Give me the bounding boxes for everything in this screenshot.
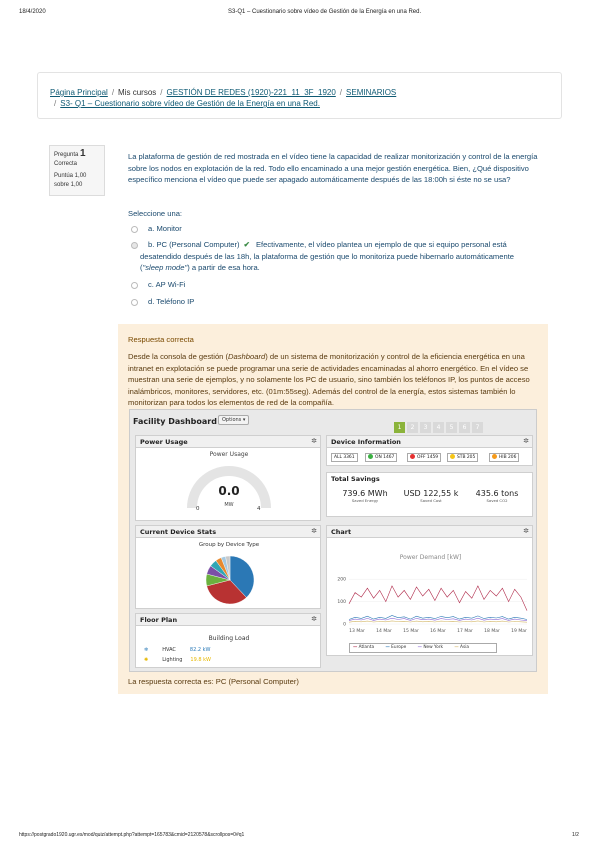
lighting-row: ✺ Lighting 19.8 kW <box>144 657 211 663</box>
y-tick-label: 200 <box>337 577 346 583</box>
option-c[interactable] <box>131 279 185 291</box>
breadcrumb-section[interactable]: SEMINARIOS <box>346 88 397 97</box>
device-pie-chart <box>202 554 258 606</box>
feedback-text: Desde la consola de gestión (Dashboard) de un sistema de monitorización y control de la eficiencia energética en una intranet en explotación se puede programar una serie de actividades encaminadas al ahorro energético. En el vídeo se muestran una serie de ejemplos, y no solamente los PC de usuario, sino también los teléfonos IP, los puntos de acceso inalámbricos, monitores, servidores, etc. (01m:55seg). Además del control de la energía, estos sistemas también lo monitorizan para todos los elementos de red de la compañía. <box>128 352 530 407</box>
gear-icon: ✲ <box>523 437 529 445</box>
dashboard-pager <box>394 414 485 433</box>
gear-icon: ✲ <box>523 527 529 535</box>
breadcrumb-separator: / <box>111 88 115 97</box>
badge-all: ALL 3361 <box>331 453 358 462</box>
option-b[interactable] <box>131 239 536 274</box>
question-info <box>49 145 105 196</box>
status-dot-icon <box>492 454 497 459</box>
option-b-label: b. PC (Personal Computer) <box>148 240 240 249</box>
option-b-feedback: Efectivamente, el vídeo plantea un ejemplo de que si equipo personal está desatendido después de las 18h, la plataforma de gestión que lo monitoriza puede hibernarlo automáticamente ("sleep mode") a partir de esa hora. <box>140 240 515 272</box>
total-savings-title: Total Savings <box>331 475 380 483</box>
total-savings-panel <box>326 472 533 517</box>
correct-answer: La respuesta correcta es: PC (Personal Computer) <box>128 677 299 686</box>
page-4: 4 <box>433 422 444 433</box>
breadcrumb-separator: / <box>54 99 57 108</box>
hvac-row: ❄ HVAC 82.2 kW <box>144 647 211 653</box>
badge-stb: STB 205 <box>447 453 478 462</box>
x-tick-label: 18 Mar <box>484 629 500 634</box>
dashboard-title: Facility Dashboard <box>133 417 217 426</box>
breadcrumb-separator: / <box>339 88 343 97</box>
x-tick-label: 13 Mar <box>349 629 365 634</box>
dashboard-image <box>129 409 537 672</box>
power-usage-panel <box>135 435 321 521</box>
breadcrumb-home[interactable]: Página Principal <box>50 88 108 97</box>
gauge-min: 0 <box>196 506 200 512</box>
page-1: 1 <box>394 422 405 433</box>
question-text: La plataforma de gestión de red mostrada en el vídeo tiene la capacidad de realizar monitorización y control de la energía sobre los nodos en explotación de la red. Todo ello encaminado a una mejor gestión energética. Bien, ¿Qué dispositivo específico menciona el vídeo que puede ser apagado automáticamente después de las 18:00h si éste no se usa? <box>128 152 538 184</box>
chart-title: Chart <box>331 528 352 536</box>
gauge-title: Power Usage <box>209 451 249 458</box>
gauge-max: 4 <box>257 506 261 512</box>
print-url: https://postgrado1920.ugr.es/mod/quiz/attempt.php?attempt=165783&cmid=2120578&scrollpos=0#q1 <box>19 832 245 838</box>
device-stats-panel <box>135 525 321 609</box>
x-tick-label: 17 Mar <box>457 629 473 634</box>
series-line-atlanta <box>349 586 527 611</box>
saving-cost: USD 122,55 k Saved Cost <box>403 489 459 503</box>
page-6: 6 <box>459 422 470 433</box>
option-d[interactable] <box>131 296 194 308</box>
series-line-asia <box>349 621 527 622</box>
question-status: Correcta <box>54 161 78 167</box>
option-c-label: c. AP Wi-Fi <box>148 280 186 289</box>
device-info-panel <box>326 435 533 466</box>
feedback-title: Respuesta correcta <box>128 335 194 344</box>
breadcrumb-courses: Mis cursos <box>118 88 157 97</box>
x-tick-label: 15 Mar <box>403 629 419 634</box>
question-label: Pregunta <box>54 152 79 158</box>
page-2: 2 <box>407 422 418 433</box>
power-usage-title: Power Usage <box>140 438 188 446</box>
question-score: Puntúa 1,00 sobre 1,00 <box>54 173 87 188</box>
option-a-label: a. Monitor <box>148 224 182 233</box>
gear-icon: ✲ <box>311 437 317 445</box>
badge-hib: HIB 206 <box>489 453 519 462</box>
gauge-value: 0.0 <box>218 484 240 498</box>
device-info-title: Device Information <box>331 438 401 446</box>
breadcrumb-quiz[interactable]: S3- Q1 – Cuestionario sobre vídeo de Gestión de la Energía en una Red. <box>60 99 320 108</box>
legend-europe: — Europe <box>385 645 407 650</box>
legend-atlanta: — Atlanta <box>353 645 375 650</box>
legend-newyork: — New York <box>417 645 443 650</box>
legend-asia: — Asia <box>454 645 470 650</box>
power-demand-chart <box>327 564 534 642</box>
chart-legend <box>349 643 497 653</box>
gear-icon: ✲ <box>311 615 317 623</box>
gear-icon: ✲ <box>311 527 317 535</box>
select-label: Seleccione una: <box>128 209 183 218</box>
y-tick-label: 0 <box>343 622 346 628</box>
page-3: 3 <box>420 422 431 433</box>
badge-off: OFF 1459 <box>407 453 441 462</box>
x-tick-label: 19 Mar <box>511 629 527 634</box>
breadcrumb-course[interactable]: GESTIÓN DE REDES (1920)-221_11_3F_1920 <box>166 88 336 97</box>
check-icon: ✔ <box>243 240 250 249</box>
radio-c[interactable] <box>131 282 138 289</box>
page-7: 7 <box>472 422 483 433</box>
print-title: S3-Q1 – Cuestionario sobre vídeo de Gestión de la Energía en una Red. <box>228 9 422 15</box>
y-tick-label: 100 <box>337 600 346 606</box>
status-dot-icon <box>368 454 373 459</box>
x-tick-label: 16 Mar <box>430 629 446 634</box>
option-d-label: d. Teléfono IP <box>148 297 195 306</box>
device-stats-title: Current Device Stats <box>140 528 217 536</box>
hvac-icon: ❄ <box>144 647 149 653</box>
options-button: Options ▾ <box>218 415 249 425</box>
breadcrumb-separator: / <box>160 88 163 97</box>
print-date: 18/4/2020 <box>19 9 46 15</box>
status-dot-icon <box>410 454 415 459</box>
breadcrumb <box>37 72 562 119</box>
radio-b[interactable] <box>131 242 138 249</box>
print-page: 1/2 <box>572 832 579 838</box>
status-dot-icon <box>450 454 455 459</box>
option-a[interactable] <box>131 223 182 235</box>
line-chart-title: Power Demand [kW] <box>399 554 462 561</box>
building-load-title: Building Load <box>208 635 250 642</box>
badge-on: ON 1467 <box>365 453 397 462</box>
saving-energy: 739.6 MWh Saved Energy <box>342 489 388 503</box>
radio-a[interactable] <box>131 226 138 233</box>
floor-plan-title: Floor Plan <box>140 616 178 624</box>
page-5: 5 <box>446 422 457 433</box>
x-tick-label: 14 Mar <box>376 629 392 634</box>
saving-co2: 435.6 tons Saved CO2 <box>475 489 519 503</box>
floor-plan-panel <box>135 613 321 668</box>
pie-title: Group by Device Type <box>198 542 260 548</box>
chart-panel <box>326 525 533 656</box>
question-number: 1 <box>80 148 86 159</box>
lightbulb-icon: ✺ <box>144 657 149 663</box>
gauge-unit: MW <box>224 502 234 508</box>
radio-d[interactable] <box>131 299 138 306</box>
